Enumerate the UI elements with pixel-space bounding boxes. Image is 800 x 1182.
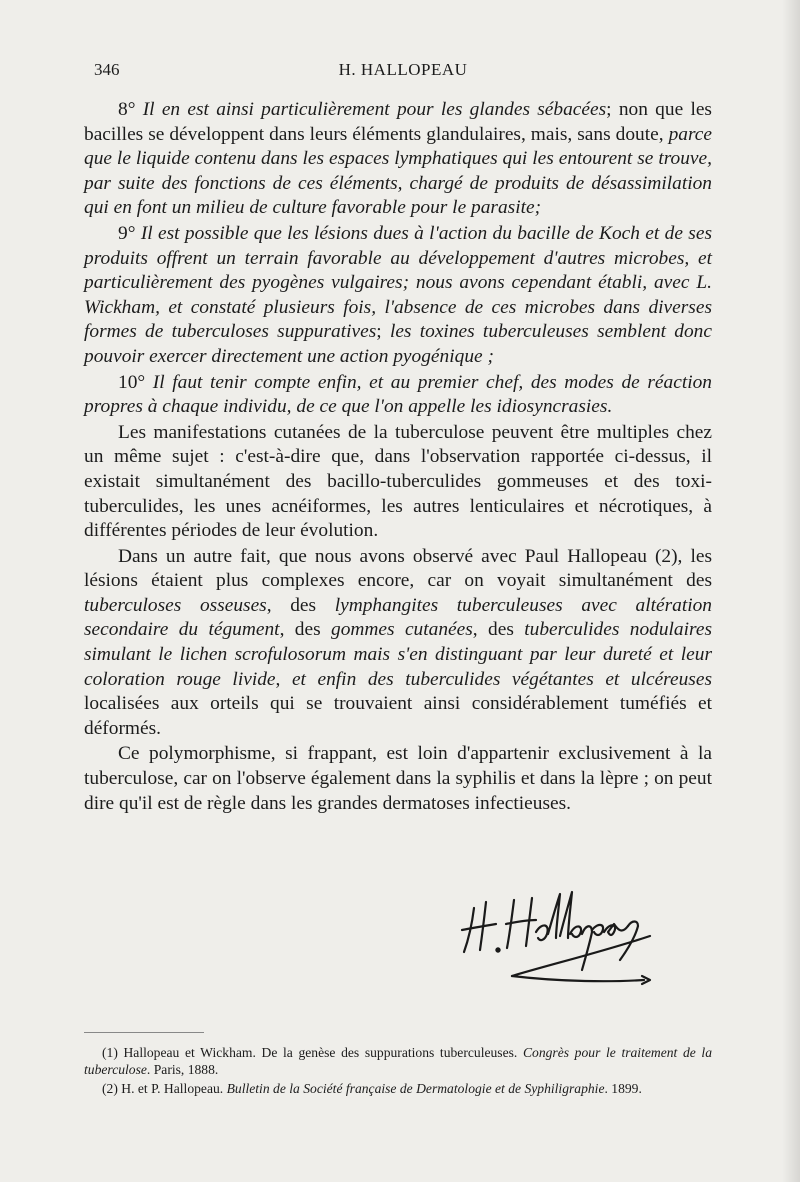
italic-text-run: Congrès pour le traitement de la tuberculose — [84, 1045, 712, 1077]
footnote — [84, 1044, 712, 1078]
italic-text-run: et enfin des tuberculides végétantes et ulcéreuses — [291, 668, 713, 690]
text-run: (2) H. et P. Hallopeau. — [102, 1081, 227, 1096]
paragraph — [84, 222, 712, 370]
text-run: ; non que les bacilles se développent dans leurs éléments glandulaires, mais, sans doute, — [84, 99, 712, 145]
running-title: H. HALLOPEAU — [338, 60, 468, 79]
paragraph — [84, 98, 712, 221]
italic-text-run: les toxines tuberculeuses semblent donc pouvoir exercer directement une action pyogénique ; — [84, 321, 712, 367]
footnote — [84, 1080, 712, 1097]
text-run: Dans un autre fait, que nous avons observé avec Paul Hallopeau (2), les lésions étaient plus complexes encore, car on voyait simultanément des — [84, 545, 712, 592]
italic-text-run: lymphangites tuberculeuses avec altération secondaire du tégument — [84, 594, 712, 641]
text-run: (1) Hallopeau et Wickham. De la genèse des suppurations tuberculeuses. — [102, 1045, 523, 1060]
text-run: . 1899. — [604, 1081, 642, 1096]
italic-text-run: gommes cutanées — [331, 619, 473, 641]
paragraph — [84, 421, 712, 544]
body-text — [84, 98, 712, 816]
page-number: 346 — [94, 60, 120, 79]
italic-text-run: tuberculides nodulaires simulant le lichen scrofulosorum mais s'en distinguant par leur dureté et leur coloration rouge livide — [84, 619, 712, 690]
signature-image — [452, 880, 662, 995]
italic-text-run: Il en est ainsi particulièrement pour les glandes sébacées — [142, 99, 607, 120]
text-run: 10° — [118, 371, 153, 393]
page-edge-shadow — [782, 0, 800, 1182]
text-run: 9° — [118, 222, 141, 244]
text-run: ; — [376, 321, 390, 343]
page-header — [94, 60, 712, 86]
footnote-rule — [84, 1032, 204, 1033]
text-run: , des — [279, 619, 332, 641]
text-run: , des — [266, 594, 335, 616]
text-run: . Paris, 1888. — [146, 1062, 219, 1077]
footnotes — [84, 1044, 712, 1097]
italic-text-run: Il est possible que les lésions dues à l'action du bacille de Koch et de ses produits offrent un terrain favorable au développement d'autres microbes, et particulièrement des pyogènes vulgaires; nous avons cependant établi, avec L. Wickham, et constaté plusieurs fois, l'absence de ces microbes dans diverses formes de tuberculoses suppuratives — [84, 222, 712, 343]
text-run: , — [275, 668, 292, 690]
italic-text-run: Bulletin de la Société française de Dermatologie et de Syphiligraphie — [226, 1081, 605, 1096]
text-run: Ce polymorphisme, si frappant, est loin d'appartenir exclusivement à la tuberculose, car on l'observe également dans la syphilis et dans la lèpre ; on peut dire qu'il est de règle dans les grandes dermatoses infectieuses. — [84, 743, 712, 814]
text-run: localisées aux orteils qui se trouvaient ainsi considérablement tuméfiés et déformés. — [84, 693, 712, 739]
italic-text-run: Il faut tenir compte enfin, et au premier chef, des modes de réaction propres à chaque individu, de ce que l'on appelle les idiosyncrasies. — [84, 371, 713, 418]
italic-text-run: tuberculoses osseuses — [84, 594, 267, 616]
paragraph — [84, 371, 712, 420]
text-run: 8° — [118, 99, 143, 120]
paragraph — [84, 545, 712, 742]
italic-text-run: parce que le liquide contenu dans les espaces lymphatiques qui les entourent se trouve, par suite des fonctions de ces éléments, chargé de produits de désassimilation qui en font un milieu de culture favorable pour le parasite; — [84, 123, 712, 219]
text-run: , des — [472, 619, 525, 641]
paragraph — [84, 742, 712, 816]
text-run: Les manifestations cutanées de la tuberculose peuvent être multiples chez un même sujet : c'est-à-dire que, dans l'observation rapportée ci-dessus, il existait simultanément des bacillo-tuberculides gommeuses et des toxi-tuberculides, les unes acnéiformes, les autres lenticulaires et nécrotiques, à différentes périodes de leur évolution. — [84, 421, 712, 542]
